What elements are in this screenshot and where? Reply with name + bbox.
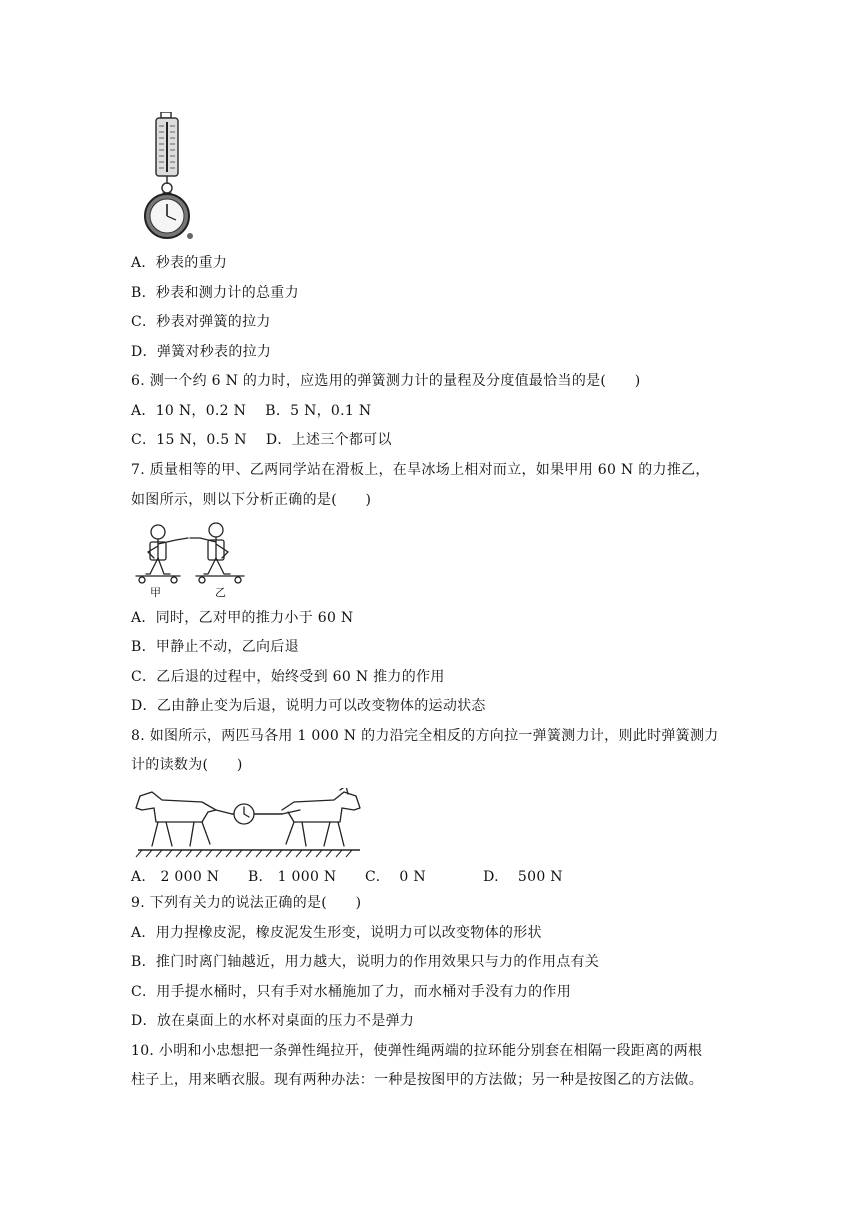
q10-stem-line-2: 柱子上，用来晒衣服。现有两种办法：一种是按图甲的方法做；另一种是按图乙的方法做。 (131, 1072, 703, 1088)
q7-option-a: A．同时，乙对甲的推力小于 60 N (131, 610, 354, 626)
q7-stem-line-1: 7. 质量相等的甲、乙两同学站在滑板上，在旱冰场上相对而立，如果甲用 60 N 的力推乙， (131, 462, 710, 478)
horses-spring-scale-figure (132, 788, 364, 858)
q8-stem-line-1: 8. 如图所示，两匹马各用 1 000 N 的力沿完全相反的方向拉一弹簧测力计，则此时弹簧测力 (131, 728, 719, 744)
q7-stem-line-2: 如图所示，则以下分析正确的是( ) (131, 492, 372, 508)
q9-option-d: D．放在桌面上的水杯对桌面的压力不是弹力 (131, 1013, 415, 1029)
figure-label-yi: 乙 (215, 586, 226, 599)
q9-stem: 9. 下列有关力的说法正确的是( ) (131, 895, 362, 911)
q10-stem-line-1: 10. 小明和小忠想把一条弹性绳拉开，使弹性绳两端的拉环能分别套在相隔一段距离的两根 (131, 1043, 703, 1059)
q9-option-c: C．用手提水桶时，只有手对水桶施加了力，而水桶对手没有力的作用 (131, 984, 572, 1000)
spring-scale-stopwatch-figure (140, 112, 200, 242)
q5-option-c: C．秒表对弹簧的拉力 (131, 314, 271, 330)
q8-stem-line-2: 计的读数为( ) (131, 757, 243, 773)
q9-option-b: B．推门时离门轴越近，用力越大，说明力的作用效果只与力的作用点有关 (131, 954, 600, 970)
q8-options: A. 2 000 N B. 1 000 N C. 0 N D. 500 N (131, 869, 563, 885)
q7-option-b: B．甲静止不动，乙向后退 (131, 639, 299, 655)
q6-options-line-2: C．15 N，0.5 N D．上述三个都可以 (131, 432, 392, 448)
q5-option-a: A．秒表的重力 (131, 255, 228, 271)
q5-option-b: B．秒表和测力计的总重力 (131, 285, 299, 301)
q5-option-d: D．弹簧对秒表的拉力 (131, 344, 272, 360)
skateboard-students-figure (128, 518, 258, 600)
q7-option-c: C．乙后退的过程中，始终受到 60 N 推力的作用 (131, 669, 445, 685)
q6-options-line-1: A．10 N，0.2 N B．5 N，0.1 N (131, 403, 372, 419)
figure-label-jia: 甲 (150, 586, 161, 599)
q7-option-d: D．乙由静止变为后退，说明力可以改变物体的运动状态 (131, 698, 486, 714)
q9-option-a: A．用力捏橡皮泥，橡皮泥发生形变，说明力可以改变物体的形状 (131, 925, 542, 941)
q6-stem: 6. 测一个约 6 N 的力时，应选用的弹簧测力计的量程及分度值最恰当的是( ) (131, 373, 641, 389)
